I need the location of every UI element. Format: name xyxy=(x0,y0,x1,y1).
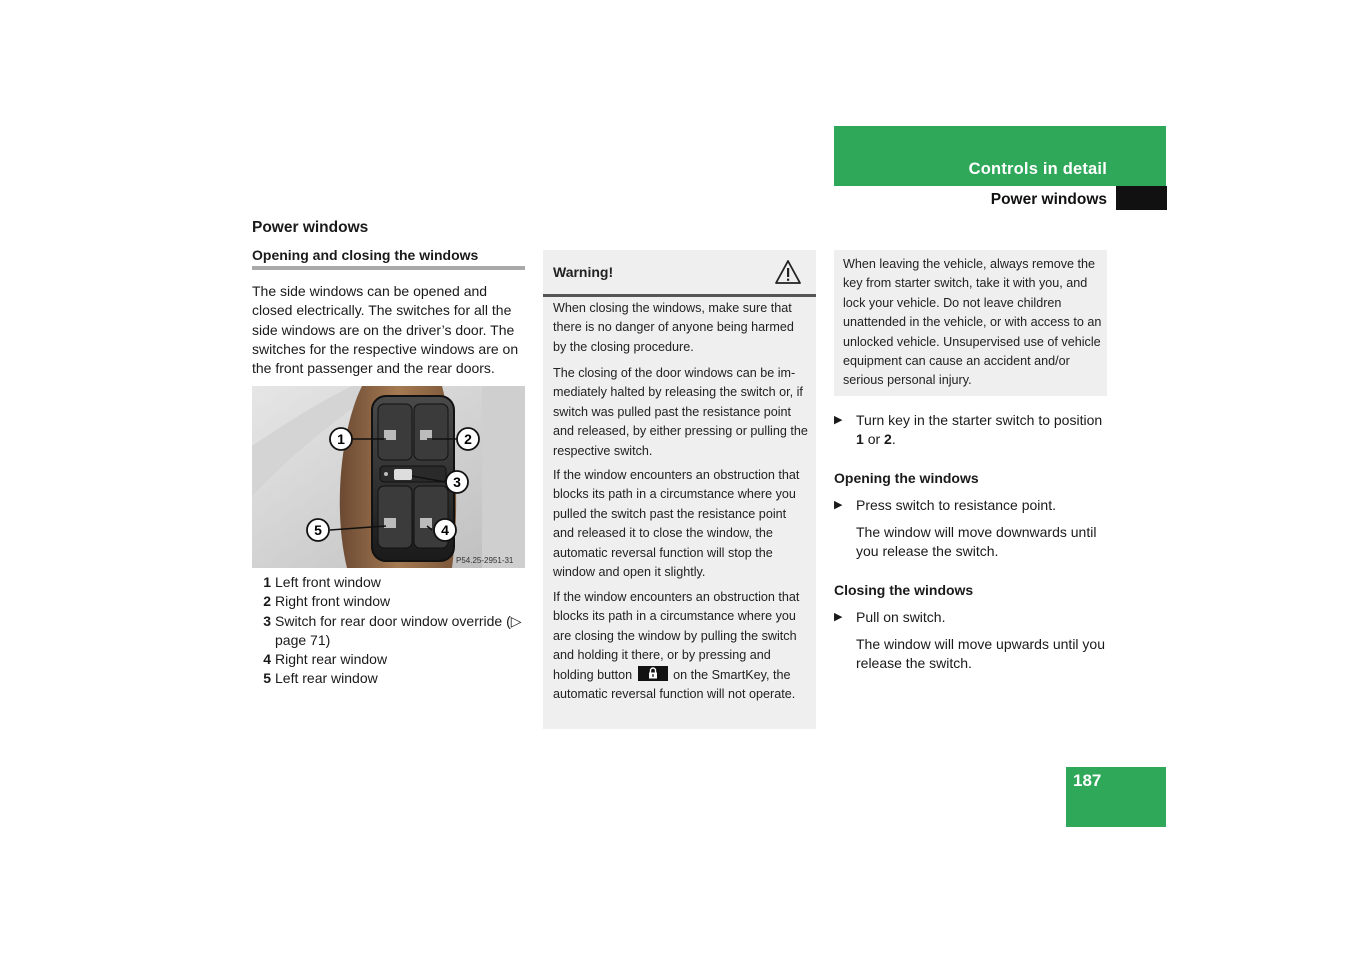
position-2: 2 xyxy=(884,431,892,448)
bullet-arrow-icon: ▶ xyxy=(834,611,843,623)
legend-number: 2 xyxy=(263,593,271,610)
warning-paragraph: When closing the windows, make sure that there is no danger of anyone being harmed by the closing procedure. xyxy=(553,301,794,354)
warning-text: If the window encounters an obstruction that blocks its path in a circumstance where you are closing the window by pulling the switch and holding it there, or by pressing and holding button xyxy=(553,590,800,682)
warning-text: on the SmartKey, the automatic reversal function will not operate. xyxy=(553,667,796,702)
svg-text:5: 5 xyxy=(314,522,322,538)
legend-item xyxy=(252,573,527,592)
legend-item xyxy=(252,592,527,611)
section-title: Controls in detail xyxy=(968,160,1107,178)
svg-text:1: 1 xyxy=(337,431,345,447)
legend-text: Left rear window xyxy=(275,670,378,687)
step-press-switch xyxy=(834,496,1109,515)
legend-number: 3 xyxy=(263,612,271,629)
callout-2 xyxy=(457,428,479,450)
legend-text: Left front window xyxy=(275,574,381,590)
step-text: Press switch to resistance point. xyxy=(856,497,1056,513)
legend-number: 1 xyxy=(263,574,271,590)
thumb-tab xyxy=(1116,186,1167,210)
bullet-arrow-icon: ▶ xyxy=(834,414,843,426)
legend-item xyxy=(252,650,527,669)
warning-paragraph xyxy=(553,588,809,704)
opening-result: The window will move downwards until you release the switch. xyxy=(856,524,1097,560)
legend-text[interactable]: Switch for rear door window override (▷ page 71) xyxy=(275,612,522,648)
callout-1 xyxy=(330,428,352,450)
opening-heading: Opening the windows xyxy=(834,470,979,486)
page-number: 187 xyxy=(1073,771,1102,790)
bullet-arrow-icon: ▶ xyxy=(834,499,843,511)
figure-callouts xyxy=(252,386,525,568)
closing-result: The window will move upwards until you release the switch. xyxy=(856,636,1105,672)
legend-number: 5 xyxy=(263,670,271,687)
warning-header xyxy=(543,250,816,297)
note-box xyxy=(834,250,1107,396)
warning-label: Warning! xyxy=(553,264,614,280)
step-text: Pull on switch. xyxy=(856,609,946,625)
step-text: Turn key in the starter switch to position 1 or 2. xyxy=(856,412,1103,448)
figure-code: P54.25-2951-31 xyxy=(456,556,514,565)
closing-heading: Closing the windows xyxy=(834,582,974,598)
svg-text:3: 3 xyxy=(453,474,461,490)
page-title: Power windows xyxy=(252,219,369,236)
position-1: 1 xyxy=(856,431,864,448)
warning-paragraph: The closing of the door windows can be im-mediately halted by releasing the switch or, if switch was pulled past the resistance point and released, by either pressing or pulling the respective switch. xyxy=(553,366,808,458)
sub-title: Power windows xyxy=(990,191,1107,208)
warning-paragraph: If the window encounters an obstruction that blocks its path in a circumstance where you pulled the switch past the resistance point and released it to close the window, the automatic reversal function will stop the window and open it slightly. xyxy=(553,468,800,580)
window-switch-figure xyxy=(252,386,525,568)
legend-item xyxy=(252,669,527,688)
intro-paragraph: The side windows can be opened and closed electrically. The switches for all the side windows are on the driver’s door. The switches for the respective windows are on the front passenger and the rear doors. xyxy=(252,283,519,377)
warning-box xyxy=(543,250,816,729)
svg-text:2: 2 xyxy=(464,431,472,447)
heading-rule xyxy=(252,266,525,270)
step-pull-switch xyxy=(834,608,1109,627)
callout-5 xyxy=(307,519,329,541)
smartkey-lock-icon xyxy=(638,666,668,681)
section-heading: Opening and closing the windows xyxy=(252,247,479,263)
callout-3 xyxy=(446,471,468,493)
step-turn-key xyxy=(834,411,1109,450)
callout-4 xyxy=(434,519,456,541)
figure-legend xyxy=(252,573,527,689)
warning-triangle-icon xyxy=(774,259,802,285)
legend-number: 4 xyxy=(263,651,271,668)
legend-text: Right front window xyxy=(275,593,391,610)
svg-text:4: 4 xyxy=(441,522,449,538)
note-text: When leaving the vehicle, always remove the key from starter switch, take it with you, and lock your vehicle. Do not leave children unattended in the vehicle, or with access to an unlocked vehicle. Unsupervised use of vehicle equipment can cause an accident and/or serious personal injury. xyxy=(843,257,1102,388)
legend-text: Right rear window xyxy=(275,651,388,668)
legend-item xyxy=(252,612,527,651)
